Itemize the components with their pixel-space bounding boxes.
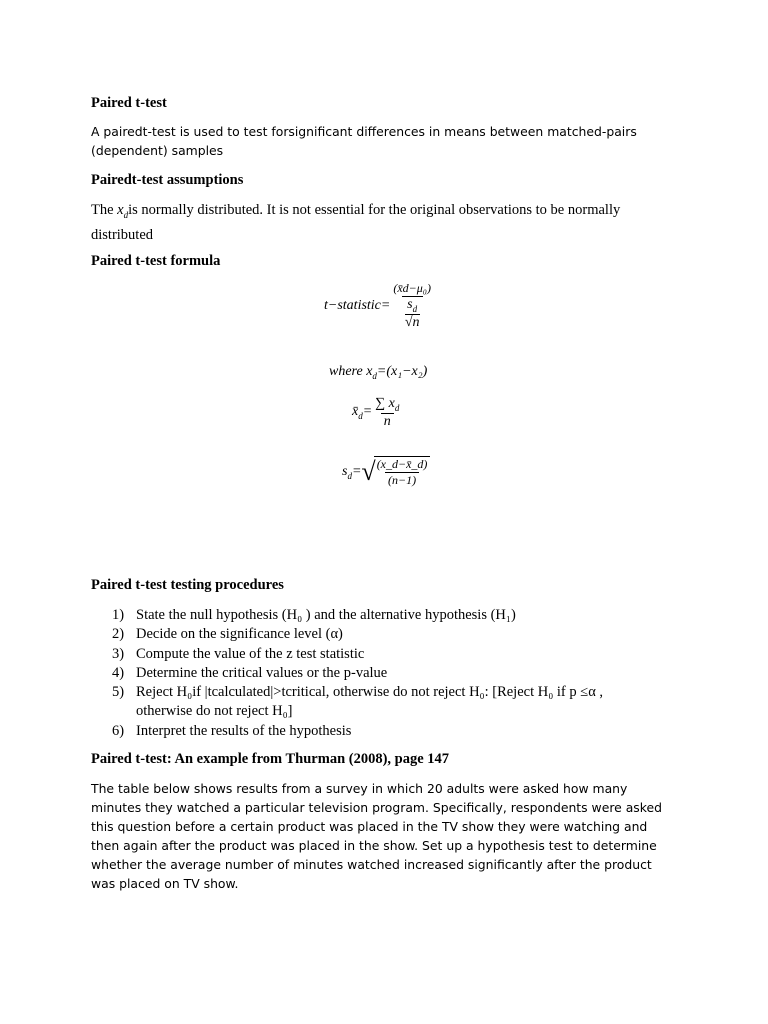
procedure-step: 5) Reject H₀if |tcalculated|>tcritical, otherwise do not reject H₀: [Reject H₀ if p ≤α , otherwise do not reject H₀] xyxy=(112,684,604,720)
mean-formula xyxy=(352,396,402,430)
procedure-step: 3) Compute the value of the z test statistic xyxy=(112,645,365,662)
sqrt-symbol: √ xyxy=(361,457,376,486)
assumption-prefix: The xyxy=(91,202,118,218)
intro-paragraph: A pairedt-test is used to test forsignificant differences in means between matched-pairs (dependent) samples xyxy=(91,124,637,158)
procedure-step: 2) Decide on the significance level (α) xyxy=(112,626,343,643)
t-den-s: s xyxy=(407,297,413,312)
example-paragraph: The table below shows results from a survey in which 20 adults were asked how many minutes they watched a particular television program. Specifically, respondents were asked this question before a certain product was placed in the TV show they were watching and then again after the product was placed in the show. Set up a hypothesis test to determine whether the average number of minutes watched increased significantly after the product was placed on TV show. xyxy=(91,781,662,891)
t-statistic-formula xyxy=(324,281,434,331)
t-statistic-numerator: (x̄d−μ₀) xyxy=(393,281,431,295)
procedure-step: 6) Interpret the results of the hypothesis xyxy=(112,722,352,739)
heading-example: Paired t-test: An example from Thurman (2008), page 147 xyxy=(91,751,450,767)
mean-numerator: ∑ x xyxy=(375,396,395,411)
mean-numerator-sub: d xyxy=(394,402,400,413)
sd-numerator: (x_d−x̄_d) xyxy=(376,457,428,471)
t-statistic-denominator xyxy=(402,296,423,331)
heading-procedures: Paired t-test testing procedures xyxy=(91,577,284,593)
t-statistic-lhs: t−statistic= xyxy=(324,297,391,313)
where-sub: d xyxy=(372,370,377,381)
assumption-paragraph xyxy=(91,200,671,245)
t-den-sub: d xyxy=(412,303,418,314)
where-rhs: =(x₁−x₂) xyxy=(376,364,428,379)
heading-assumptions: Pairedt-test assumptions xyxy=(91,172,244,188)
heading-paired-t-test: Paired t-test xyxy=(91,95,167,111)
mean-denominator: n xyxy=(381,413,394,430)
sd-formula xyxy=(342,456,430,488)
procedure-step: 4) Determine the critical values or the p-value xyxy=(112,664,388,681)
sd-lhs-sub: d xyxy=(347,470,352,481)
heading-formula: Paired t-test formula xyxy=(91,253,221,269)
sd-lhs: s xyxy=(342,463,348,479)
mean-lhs: x̄ xyxy=(352,404,359,420)
assumption-rest: is normally distributed. It is not essential for the original observations to be normally distributed xyxy=(91,202,621,243)
mean-lhs-sub: d xyxy=(358,411,363,422)
sd-denominator: (n−1) xyxy=(385,472,419,488)
sd-radicand xyxy=(374,456,431,488)
assumption-subscript: d xyxy=(123,209,129,220)
where-formula xyxy=(329,364,427,381)
t-den-root: √n xyxy=(404,314,420,330)
where-text: where x xyxy=(329,364,373,379)
procedure-step: 1) State the null hypothesis (H₀ ) and the alternative hypothesis (H₁) xyxy=(112,607,516,623)
mean-equals: = xyxy=(362,404,373,420)
procedure-list xyxy=(112,606,652,741)
sd-equals: = xyxy=(351,463,362,479)
assumption-variable: x xyxy=(117,202,124,218)
